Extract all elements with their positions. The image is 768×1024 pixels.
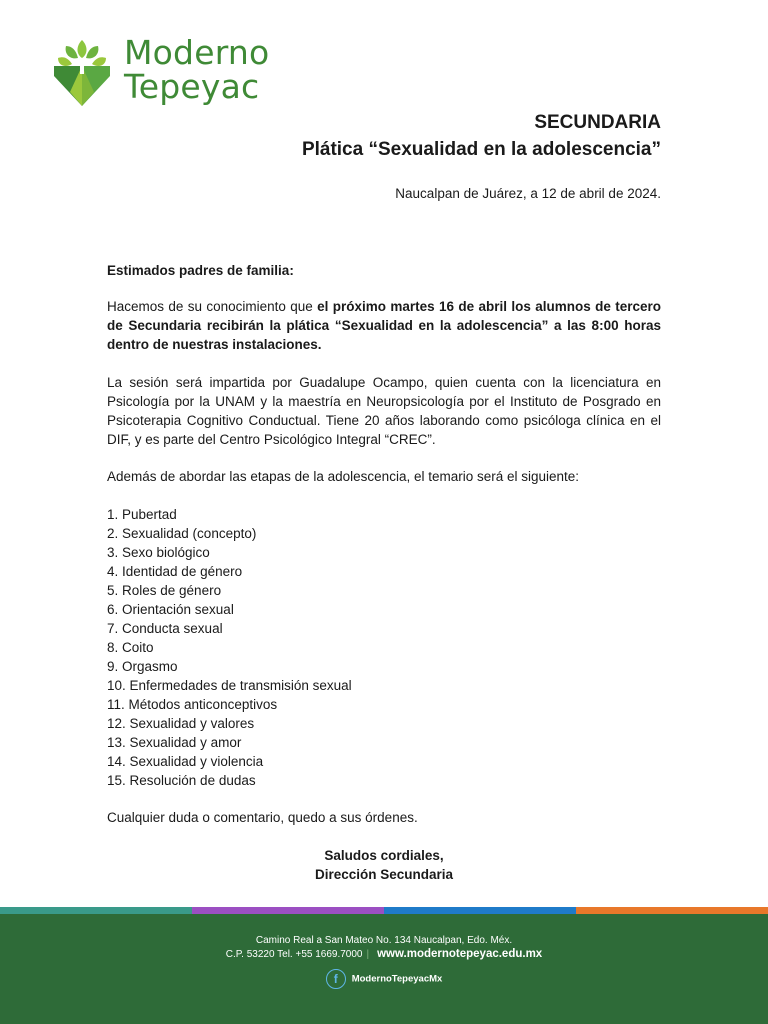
paragraph-speaker: La sesión será impartida por Guadalupe Ocampo, quien cuenta con la licenciatura en Psicología por la UNAM y la maestría en Neuropsicología por el Instituto de Posgrado en Psicoterapia Cognitivo Conductual. Tiene 20 años laborando como psicóloga clínica en el DIF, y es parte del Centro Psicológico Integral “CREC”. [107, 375, 661, 447]
list-item: 4. Identidad de género [107, 564, 243, 579]
announcement-intro: Hacemos de su conocimiento que [107, 299, 318, 314]
list-item: 13. Sexualidad y amor [107, 735, 242, 750]
footer-stripe-orange [576, 907, 768, 914]
signature [0, 846, 768, 884]
footer-contact [0, 947, 768, 962]
footer-address: Camino Real a San Mateo No. 134 Naucalpan, Edo. Méx. [255, 935, 513, 946]
heading-title: Plática “Sexualidad en la adolescencia” [301, 139, 661, 160]
greeting: Estimados padres de familia: [107, 263, 294, 278]
website-link[interactable]: www.modernotepeyac.edu.mx [377, 948, 543, 960]
footer-stripe-purple [192, 907, 384, 914]
tree-logo-icon [48, 36, 116, 108]
list-item: 1. Pubertad [107, 507, 177, 522]
footer-stripe-blue [384, 907, 576, 914]
footer-separator: | [366, 949, 370, 960]
logo-line-2: Tepeyac [124, 67, 260, 106]
footer [0, 907, 768, 1024]
list-item: 3. Sexo biológico [107, 545, 210, 560]
list-item: 2. Sexualidad (concepto) [107, 526, 257, 541]
paragraph-announcement [107, 297, 661, 354]
facebook-icon: f [326, 969, 346, 989]
logo-wordmark [124, 33, 270, 106]
signature-greeting: Saludos cordiales, [324, 848, 444, 863]
paragraph-agenda-intro: Además de abordar las etapas de la adolescencia, el temario será el siguiente: [107, 469, 580, 484]
footer-postal-phone: C.P. 53220 Tel. +55 1669.7000 [225, 949, 363, 960]
list-item: 14. Sexualidad y violencia [107, 754, 264, 769]
list-item: 10. Enfermedades de transmisión sexual [107, 678, 352, 693]
heading-section: SECUNDARIA [534, 112, 661, 133]
logo-line-1: Moderno [124, 33, 270, 72]
document-heading [302, 110, 661, 164]
date-line: Naucalpan de Juárez, a 12 de abril de 2024. [395, 186, 661, 201]
list-item: 15. Resolución de dudas [107, 773, 256, 788]
list-item: 5. Roles de género [107, 583, 222, 598]
closing-line: Cualquier duda o comentario, quedo a sus órdenes. [107, 810, 418, 825]
signature-department: Dirección Secundaria [314, 867, 454, 882]
list-item: 12. Sexualidad y valores [107, 716, 255, 731]
topic-list [107, 505, 661, 790]
social-handle: ModernoTepeyacMx [351, 973, 443, 985]
list-item: 11. Métodos anticonceptivos [107, 697, 278, 712]
list-item: 7. Conducta sexual [107, 621, 223, 636]
list-item: 6. Orientación sexual [107, 602, 234, 617]
list-item: 8. Coito [107, 640, 154, 655]
announcement-highlight: el próximo martes 16 de abril los alumnos de tercero de Secundaria recibirán la plática “Sexualidad en la adolescencia” a las 8:00 horas dentro de nuestras instalaciones. [107, 299, 661, 352]
social-link[interactable] [0, 969, 768, 989]
list-item: 9. Orgasmo [107, 659, 178, 674]
school-logo [48, 33, 308, 110]
footer-stripe-teal [0, 907, 192, 914]
